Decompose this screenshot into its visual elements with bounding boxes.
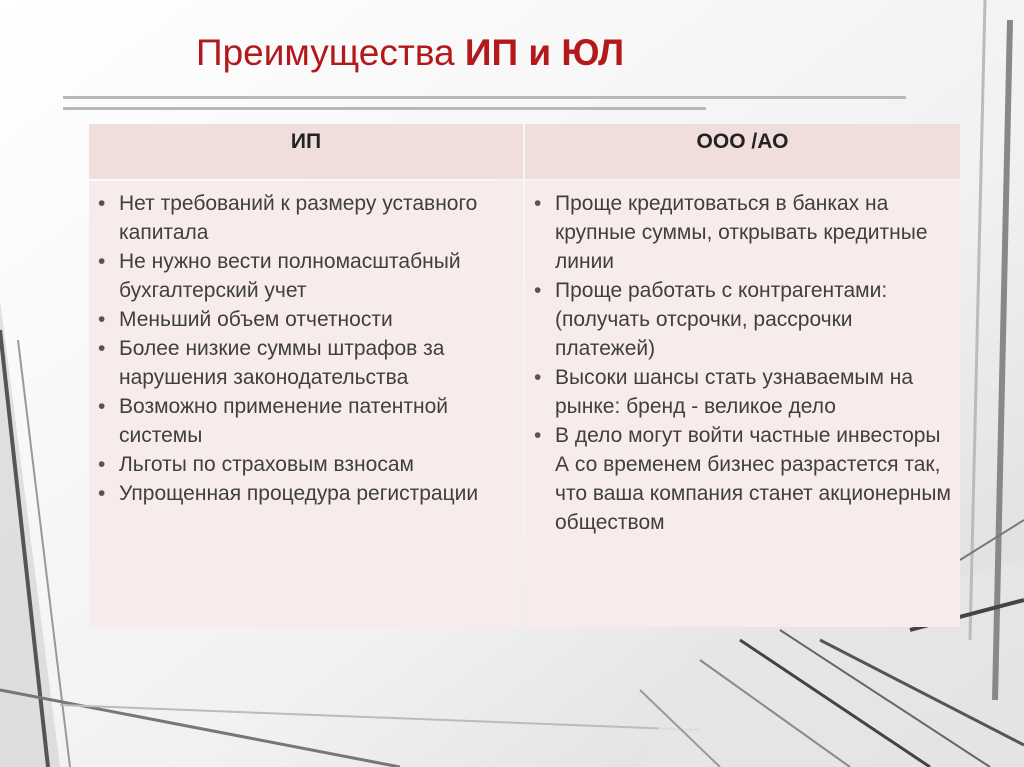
list-item: • Не нужно вести полномасштабный бухгалтерский учет <box>89 247 523 305</box>
title-prefix: Преимущества <box>196 32 465 73</box>
list-item: • Меньший объем отчетности <box>89 305 523 334</box>
header-label-ooo: ООО /АО <box>696 130 789 153</box>
title-bold: ИП и ЮЛ <box>464 32 625 73</box>
list-item: • Возможно применение патентной системы <box>89 392 523 450</box>
page-title <box>196 32 624 74</box>
list-item: • В дело могут войти частные инвесторы А со временем бизнес разрастется так, что ваша компания станет акционерным обществом <box>525 421 960 537</box>
title-divider-long <box>63 96 906 99</box>
list-item: • Проще кредитоваться в банках на крупные суммы, открывать кредитные линии <box>525 189 960 276</box>
list-item: • Нет требований к размеру уставного капитала <box>89 189 523 247</box>
ooo-advantages-list <box>525 181 960 537</box>
header-label-ip: ИП <box>290 130 322 153</box>
list-item: • Более низкие суммы штрафов за нарушения законодательства <box>89 334 523 392</box>
comparison-table <box>89 124 960 627</box>
list-item: • Проще работать с контрагентами: (получать отсрочки, рассрочки платежей) <box>525 276 960 363</box>
body-cell-ooo <box>525 181 960 627</box>
header-cell-ooo <box>525 124 960 179</box>
list-item: • Упрощенная процедура регистрации <box>89 479 523 508</box>
list-item: • Льготы по страховым взносам <box>89 450 523 479</box>
list-item: • Высоки шансы стать узнаваемым на рынке: бренд - великое дело <box>525 363 960 421</box>
header-cell-ip <box>89 124 523 179</box>
body-cell-ip <box>89 181 523 627</box>
title-divider-short <box>63 107 706 110</box>
ip-advantages-list <box>89 181 523 508</box>
